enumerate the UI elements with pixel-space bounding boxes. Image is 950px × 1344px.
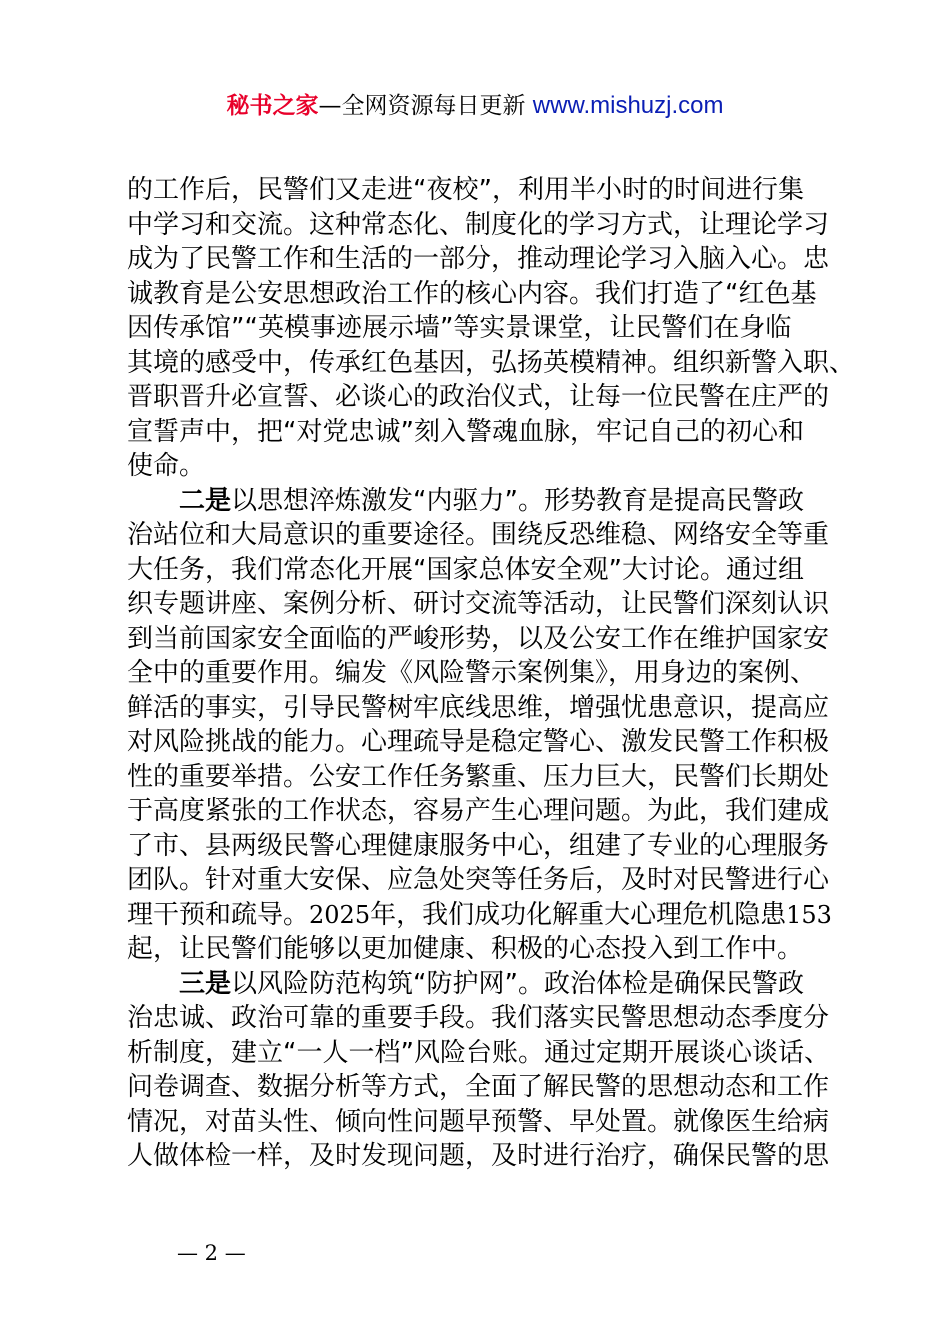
body-line: 了市、县两级民警心理健康服务中心，组建了专业的心理服务	[127, 830, 830, 861]
body-line: 使命。	[127, 451, 206, 481]
body-line: 诚教育是公安思想政治工作的核心内容。我们打造了“红色基	[127, 278, 817, 309]
body-line: 人做体检一样，及时发现问题，及时进行治疗，确保民警的思	[127, 1141, 830, 1171]
body-line: 析制度，建立“一人一档”风险台账。通过定期开展谈心谈话、	[127, 1037, 830, 1068]
stat-year: 2025	[309, 900, 371, 929]
section-3-lead: 三是	[179, 968, 232, 999]
section-3-first-line	[127, 967, 833, 1002]
document-body	[127, 173, 856, 1174]
stat-count: 153	[786, 900, 832, 929]
page-number: — 2 —	[177, 1241, 246, 1265]
body-line: 晋职晋升必宣誓、必谈心的政治仪式，让每一位民警在庄严的	[127, 382, 830, 412]
body-line: 起，让民警们能够以更加健康、积极的心态投入到工作中。	[127, 934, 804, 964]
stat-line	[127, 898, 833, 933]
stat-line-mid: 年，我们成功化解重大心理危机隐患	[370, 899, 787, 930]
body-line: 治站位和大局意识的重要途径。围绕反恐维稳、网络安全等重	[127, 520, 830, 550]
body-line: 的工作后，民警们又走进“夜校”，利用半小时的时间进行集	[127, 175, 804, 205]
body-line: 性的重要举措。公安工作任务繁重、压力巨大，民警们长期处	[127, 761, 830, 792]
stat-line-pre: 理干预和疏导。	[127, 899, 310, 930]
body-line: 治忠诚、政治可靠的重要手段。我们落实民警思想动态季度分	[127, 1003, 830, 1033]
body-line: 因传承馆”“英模事迹展示墙”等实景课堂，让民警们在身临	[127, 313, 792, 343]
body-line: 织专题讲座、案例分析、研讨交流等活动，让民警们深刻认识	[127, 589, 830, 619]
body-line: 问卷调查、数据分析等方式，全面了解民警的思想动态和工作	[127, 1072, 830, 1102]
section-2-first-line	[127, 484, 833, 519]
body-line: 情况，对苗头性、倾向性问题早预警、早处置。就像医生给病	[127, 1106, 830, 1137]
body-line: 宣誓声中，把“对党忠诚”刻入警魂血脉，牢记自己的初心和	[127, 416, 804, 447]
section-2-lead: 二是	[179, 485, 232, 516]
section-2-heading-text: 以思想淬炼激发“内驱力”。形势教育是提高民警政	[231, 485, 804, 516]
body-line: 成为了民警工作和生活的一部分，推动理论学习入脑入心。忠	[127, 244, 830, 274]
brand-name: 秘书之家	[226, 93, 319, 119]
body-line: 全中的重要作用。编发《风险警示案例集》，用身边的案例、	[127, 658, 817, 688]
body-line: 中学习和交流。这种常态化、制度化的学习方式，让理论学习	[127, 209, 830, 240]
section-3-heading-text: 以风险防范构筑“防护网”。政治体检是确保民警政	[231, 968, 804, 999]
header-slogan: —全网资源每日更新	[318, 93, 526, 119]
body-line: 对风险挑战的能力。心理疏导是稳定警心、激发民警工作积极	[127, 727, 830, 757]
body-line: 鲜活的事实，引导民警树牢底线思维，增强忧患意识，提高应	[127, 692, 830, 723]
body-line: 于高度紧张的工作状态，容易产生心理问题。为此，我们建成	[127, 796, 830, 826]
body-line: 大任务，我们常态化开展“国家总体安全观”大讨论。通过组	[127, 554, 804, 585]
body-line: 其境的感受中，传承红色基因，弘扬英模精神。组织新警入职、	[127, 347, 856, 378]
site-url-link[interactable]: www.mishuzj.com	[532, 92, 724, 119]
body-line: 团队。针对重大安保、应急处突等任务后，及时对民警进行心	[127, 865, 830, 895]
body-line: 到当前国家安全面临的严峻形势，以及公安工作在维护国家安	[127, 623, 830, 654]
page-header	[0, 86, 950, 126]
